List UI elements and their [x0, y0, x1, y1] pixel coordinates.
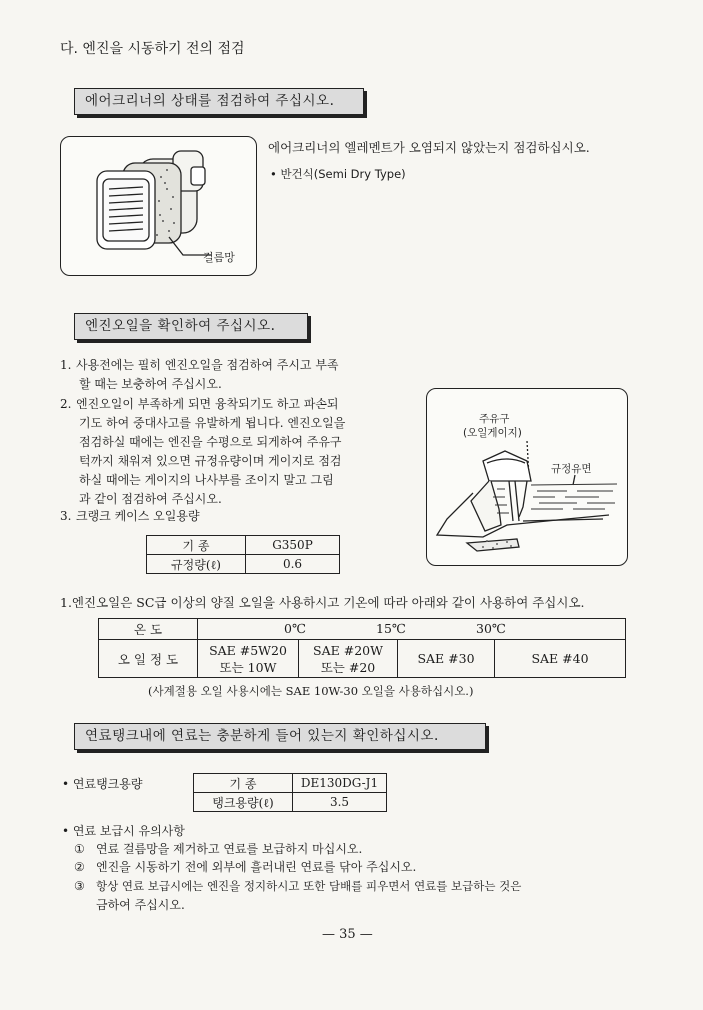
oil-item-1-line-1: 사용전에는 필히 엔진오일을 점검하여 주시고 부족	[76, 358, 339, 372]
caution-item-3	[74, 877, 634, 912]
grade-cell-1	[198, 640, 299, 678]
air-cleaner-type: • 반건식(Semi Dry Type)	[270, 167, 406, 181]
filler-label: 주유구	[479, 413, 510, 425]
temp-0: 0℃	[284, 621, 306, 636]
oil-gauge-figure	[426, 388, 628, 566]
oil-item-1-num: 1.	[60, 358, 72, 372]
level-label: 규정유면	[551, 463, 592, 475]
oil-item-3-num: 3.	[60, 509, 72, 523]
grade-2-line-1: SAE #20W	[313, 642, 383, 658]
caution-3-line-2: 금하여 주십시오.	[96, 898, 185, 912]
table-row	[147, 555, 340, 574]
table-cell: 탱크용량(ℓ)	[194, 793, 293, 812]
grade-4-line-1: SAE #40	[531, 651, 589, 666]
oil-item-2-num: 2.	[60, 397, 72, 411]
table-row	[147, 536, 340, 555]
fuel-banner: 연료탱크내에 연료는 충분하게 들어 있는지 확인하십시오.	[74, 723, 486, 750]
caution-2-line-1: 엔진을 시동하기 전에 외부에 흘러내린 연료를 닦아 주십시오.	[96, 860, 417, 874]
table-cell: 기 종	[194, 774, 293, 793]
table-row	[194, 774, 387, 793]
fuel-capacity-label: • 연료탱크용량	[62, 777, 143, 791]
temp-scale	[198, 619, 626, 640]
caution-1-num: ①	[74, 842, 85, 856]
air-cleaner-figure	[60, 136, 257, 276]
oil-item-2-line-3: 점검하실 때에는 엔진을 수평으로 되게하여 주유구	[79, 435, 342, 449]
oil-item-2-line-1: 엔진오일이 부족하게 되면 융착되기도 하고 파손되	[76, 397, 339, 411]
oil-item-2-line-2: 기도 하여 중대사고를 유발하게 됩니다. 엔진오일을	[79, 416, 346, 430]
caution-3-num: ③	[74, 879, 85, 893]
air-cleaner-banner: 에어크리너의 상태를 점검하여 주십시오.	[74, 88, 364, 115]
fuel-capacity-table	[193, 773, 387, 812]
oil-grade-note: 1.엔진오일은 SC급 이상의 양질 오일을 사용하시고 기온에 따라 아래와 같이 사용하여 주십시오.	[60, 595, 585, 610]
oil-gauge-illustration	[427, 389, 627, 565]
page-number: — 35 —	[322, 927, 373, 942]
engine-oil-banner: 엔진오일을 확인하여 주십시오.	[74, 313, 308, 340]
oil-item-1	[60, 356, 420, 391]
oil-grade-table	[98, 618, 626, 678]
oil-capacity-table	[146, 535, 340, 574]
fuel-cautions-label: • 연료 보급시 유의사항	[62, 824, 185, 838]
oil-item-1-line-2: 할 때는 보충하여 주십시오.	[79, 377, 222, 391]
oil-item-3	[60, 507, 420, 526]
grade-3-line-1: SAE #30	[417, 651, 475, 666]
table-cell: 3.5	[293, 793, 387, 812]
grade-cell-2	[299, 640, 398, 678]
temp-30: 30℃	[476, 621, 506, 636]
air-cleaner-text: 에어크리너의 엘레멘트가 오염되지 않았는지 점검하십시오.	[268, 140, 590, 155]
table-row	[99, 640, 626, 678]
grade-1-line-1: SAE #5W20	[209, 642, 287, 658]
caution-1-line-1: 연료 걸름망을 제거하고 연료를 보급하지 마십시오.	[96, 842, 363, 856]
oil-grade-footnote: (사계절용 오일 사용시에는 SAE 10W-30 오일을 사용하십시오.)	[148, 684, 474, 698]
table-row	[194, 793, 387, 812]
temp-15: 15℃	[376, 621, 406, 636]
table-cell: 0.6	[246, 555, 340, 574]
grade-1-line-2: 또는 10W	[219, 659, 277, 675]
oil-item-2	[60, 395, 420, 506]
caution-item-1	[74, 840, 634, 859]
oil-item-2-line-5: 하실 때에는 게이지의 나사부를 조이지 말고 그림	[79, 473, 334, 487]
oil-item-2-line-6: 과 같이 점검하여 주십시오.	[79, 492, 222, 506]
grade-2-line-2: 또는 #20	[320, 659, 376, 675]
oil-item-2-line-4: 턱까지 채워져 있으면 규정유량이며 게이지로 점검	[79, 454, 342, 468]
caution-2-num: ②	[74, 860, 85, 874]
oil-item-3-line-1: 크랭크 케이스 오일용량	[76, 509, 200, 523]
table-cell: 규정량(ℓ)	[147, 555, 246, 574]
table-cell: G350P	[246, 536, 340, 555]
caution-3-line-1: 항상 연료 보급시에는 엔진을 정지하시고 또한 담배를 피우면서 연료를 보급하는 것은	[96, 879, 522, 893]
grade-cell-4	[495, 640, 626, 678]
section-title: 다. 엔진을 시동하기 전의 점검	[60, 41, 245, 57]
temp-label: 온 도	[99, 619, 198, 640]
gauge-label: (오일게이지)	[463, 427, 522, 439]
table-row	[99, 619, 626, 640]
grade-cell-3	[398, 640, 495, 678]
filter-label: 걸름망	[203, 251, 235, 264]
caution-item-2	[74, 858, 634, 877]
table-cell: 기 종	[147, 536, 246, 555]
grade-label: 오 일 정 도	[99, 640, 198, 678]
table-cell: DE130DG-J1	[293, 774, 387, 793]
